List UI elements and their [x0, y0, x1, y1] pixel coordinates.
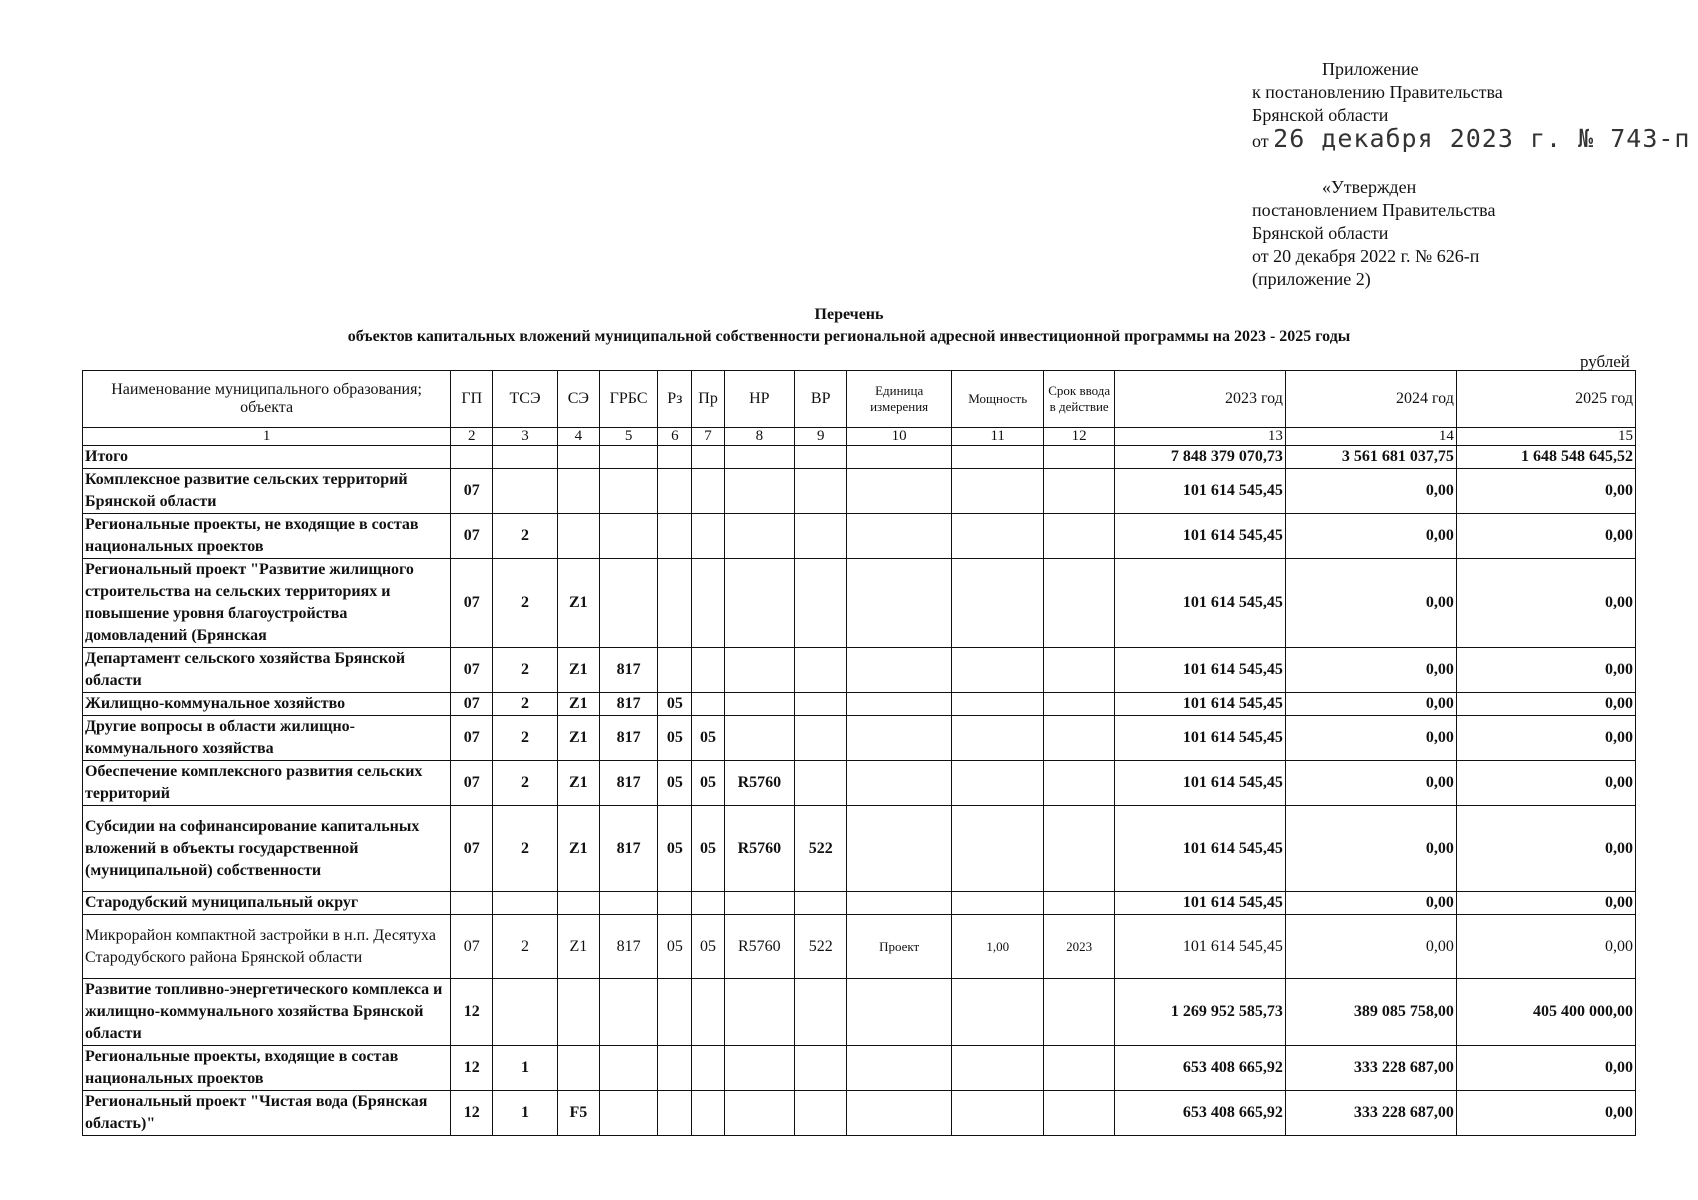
cell-y2024: 0,00	[1285, 716, 1456, 761]
cell-grbs	[599, 979, 657, 1046]
cell-pr: 05	[692, 761, 724, 806]
cell-y2024: 0,00	[1285, 693, 1456, 716]
cell-gp: 12	[451, 1046, 493, 1091]
column-number: 4	[557, 428, 599, 446]
header-gp: ГП	[451, 371, 493, 428]
cell-vr	[795, 1091, 847, 1136]
column-number: 8	[724, 428, 794, 446]
table-row	[83, 1091, 1636, 1136]
column-number: 13	[1114, 428, 1285, 446]
cell-y2024: 0,00	[1285, 469, 1456, 514]
header-tse: ТСЭ	[493, 371, 557, 428]
cell-se: Z1	[557, 806, 599, 892]
cell-unit	[847, 559, 952, 648]
document-title: Перечень	[814, 306, 884, 323]
table-row	[83, 915, 1636, 979]
cell-term	[1044, 514, 1114, 559]
cell-nr: R5760	[724, 761, 794, 806]
cell-y2023: 101 614 545,45	[1114, 892, 1285, 915]
cell-tse	[493, 446, 557, 469]
cell-pr: 05	[692, 806, 724, 892]
cell-power	[951, 559, 1044, 648]
cell-pr: 05	[692, 915, 724, 979]
cell-nr	[724, 1046, 794, 1091]
cell-gp: 07	[451, 469, 493, 514]
cell-power	[951, 514, 1044, 559]
header-nr: НР	[724, 371, 794, 428]
cell-nr	[724, 693, 794, 716]
cell-pr	[692, 693, 724, 716]
header-2023: 2023 год	[1114, 371, 1285, 428]
cell-unit	[847, 761, 952, 806]
cell-grbs	[599, 1046, 657, 1091]
cell-y2025: 0,00	[1456, 761, 1635, 806]
cell-gp: 07	[451, 514, 493, 559]
cell-name: Развитие топливно-энергетического комплекса и жилищно-коммунального хозяйства Брянской области	[83, 979, 451, 1046]
cell-tse	[493, 979, 557, 1046]
cell-term	[1044, 446, 1114, 469]
cell-y2024: 0,00	[1285, 514, 1456, 559]
cell-term	[1044, 979, 1114, 1046]
cell-term	[1044, 761, 1114, 806]
cell-gp: 07	[451, 716, 493, 761]
cell-y2025: 0,00	[1456, 716, 1635, 761]
cell-gp: 07	[451, 761, 493, 806]
cell-pr	[692, 469, 724, 514]
cell-grbs: 817	[599, 915, 657, 979]
column-number: 3	[493, 428, 557, 446]
cell-y2024: 0,00	[1285, 915, 1456, 979]
cell-gp	[451, 446, 493, 469]
cell-term	[1044, 648, 1114, 693]
approved-line: постановлением Правительства	[1252, 200, 1496, 220]
table-row	[83, 559, 1636, 648]
column-number: 1	[83, 428, 451, 446]
header-name: Наименование муниципального образования; объекта	[83, 371, 451, 428]
header-vr: ВР	[795, 371, 847, 428]
cell-pr: 05	[692, 716, 724, 761]
cell-y2023: 101 614 545,45	[1114, 806, 1285, 892]
cell-tse: 2	[493, 761, 557, 806]
cell-gp: 12	[451, 1091, 493, 1136]
header-term: Срок ввода в действие	[1044, 371, 1114, 428]
cell-y2024: 333 228 687,00	[1285, 1046, 1456, 1091]
cell-y2025: 0,00	[1456, 514, 1635, 559]
cell-unit	[847, 469, 952, 514]
header-rz: Рз	[658, 371, 692, 428]
cell-vr	[795, 892, 847, 915]
cell-se: Z1	[557, 915, 599, 979]
cell-tse	[493, 469, 557, 514]
cell-gp: 07	[451, 915, 493, 979]
cell-tse: 2	[493, 806, 557, 892]
cell-gp: 07	[451, 559, 493, 648]
cell-vr	[795, 648, 847, 693]
cell-power	[951, 892, 1044, 915]
header-unit: Единица измерения	[847, 371, 952, 428]
cell-power	[951, 648, 1044, 693]
column-number: 6	[658, 428, 692, 446]
cell-name: Субсидии на софинансирование капитальных вложений в объекты государственной (муниципальной) собственности	[83, 806, 451, 892]
cell-rz	[658, 648, 692, 693]
cell-unit	[847, 892, 952, 915]
cell-power	[951, 469, 1044, 514]
cell-pr	[692, 1046, 724, 1091]
approved-line: Брянской области	[1252, 223, 1389, 243]
header-2024: 2024 год	[1285, 371, 1456, 428]
cell-y2023: 101 614 545,45	[1114, 559, 1285, 648]
cell-grbs: 817	[599, 716, 657, 761]
cell-term	[1044, 559, 1114, 648]
cell-gp: 07	[451, 693, 493, 716]
cell-y2024: 0,00	[1285, 761, 1456, 806]
cell-power	[951, 806, 1044, 892]
column-number: 10	[847, 428, 952, 446]
column-number: 11	[951, 428, 1044, 446]
cell-y2025: 405 400 000,00	[1456, 979, 1635, 1046]
table-row	[83, 1046, 1636, 1091]
cell-y2025: 0,00	[1456, 892, 1635, 915]
cell-unit	[847, 1046, 952, 1091]
cell-name: Жилищно-коммунальное хозяйство	[83, 693, 451, 716]
cell-term	[1044, 693, 1114, 716]
cell-y2025: 0,00	[1456, 1091, 1635, 1136]
cell-term	[1044, 469, 1114, 514]
cell-y2023: 101 614 545,45	[1114, 469, 1285, 514]
cell-unit	[847, 446, 952, 469]
cell-rz: 05	[658, 761, 692, 806]
appendix-date-prefix: от	[1252, 131, 1269, 151]
cell-nr	[724, 979, 794, 1046]
cell-se: Z1	[557, 648, 599, 693]
cell-se	[557, 514, 599, 559]
cell-y2025: 0,00	[1456, 469, 1635, 514]
cell-term	[1044, 892, 1114, 915]
cell-nr	[724, 559, 794, 648]
appendix-date-stamp: 26 декабря 2023 г. № 743-п	[1273, 124, 1691, 153]
column-number: 12	[1044, 428, 1114, 446]
cell-y2023: 7 848 379 070,73	[1114, 446, 1285, 469]
column-number: 14	[1285, 428, 1456, 446]
cell-gp: 07	[451, 648, 493, 693]
cell-y2025: 1 648 548 645,52	[1456, 446, 1635, 469]
approved-line: от 20 декабря 2022 г. № 626-п	[1252, 246, 1480, 266]
cell-vr	[795, 693, 847, 716]
cell-term	[1044, 716, 1114, 761]
cell-pr	[692, 1091, 724, 1136]
cell-unit: Проект	[847, 915, 952, 979]
header-grbs: ГРБС	[599, 371, 657, 428]
cell-y2023: 101 614 545,45	[1114, 761, 1285, 806]
cell-se: F5	[557, 1091, 599, 1136]
cell-vr	[795, 716, 847, 761]
cell-tse: 2	[493, 716, 557, 761]
cell-grbs: 817	[599, 648, 657, 693]
cell-pr	[692, 648, 724, 693]
cell-y2023: 101 614 545,45	[1114, 514, 1285, 559]
cell-grbs: 817	[599, 761, 657, 806]
cell-y2025: 0,00	[1456, 559, 1635, 648]
cell-y2024: 389 085 758,00	[1285, 979, 1456, 1046]
cell-term: 2023	[1044, 915, 1114, 979]
cell-vr	[795, 559, 847, 648]
cell-y2023: 101 614 545,45	[1114, 648, 1285, 693]
column-number-row	[83, 428, 1636, 446]
table-row	[83, 716, 1636, 761]
cell-rz	[658, 1091, 692, 1136]
cell-y2025: 0,00	[1456, 915, 1635, 979]
approved-title: «Утвержден	[1322, 177, 1417, 197]
cell-nr	[724, 1091, 794, 1136]
cell-power	[951, 693, 1044, 716]
cell-grbs: 817	[599, 693, 657, 716]
cell-rz	[658, 1046, 692, 1091]
cell-unit	[847, 806, 952, 892]
cell-grbs	[599, 469, 657, 514]
cell-tse: 2	[493, 693, 557, 716]
cell-grbs	[599, 514, 657, 559]
table-row	[83, 693, 1636, 716]
cell-tse: 2	[493, 514, 557, 559]
cell-term	[1044, 806, 1114, 892]
cell-nr	[724, 648, 794, 693]
cell-se	[557, 1046, 599, 1091]
cell-nr: R5760	[724, 915, 794, 979]
cell-vr	[795, 469, 847, 514]
cell-term	[1044, 1046, 1114, 1091]
cell-y2024: 333 228 687,00	[1285, 1091, 1456, 1136]
cell-pr	[692, 979, 724, 1046]
cell-y2024: 3 561 681 037,75	[1285, 446, 1456, 469]
cell-name: Стародубский муниципальный округ	[83, 892, 451, 915]
cell-name: Региональные проекты, входящие в состав национальных проектов	[83, 1046, 451, 1091]
cell-gp: 12	[451, 979, 493, 1046]
cell-grbs	[599, 1091, 657, 1136]
column-number: 7	[692, 428, 724, 446]
cell-y2023: 101 614 545,45	[1114, 915, 1285, 979]
appendix-line: Брянской области	[1252, 105, 1389, 125]
table-row	[83, 469, 1636, 514]
header-2025: 2025 год	[1456, 371, 1635, 428]
appendix-title: Приложение	[1322, 59, 1419, 79]
cell-unit	[847, 716, 952, 761]
cell-grbs	[599, 446, 657, 469]
cell-y2024: 0,00	[1285, 892, 1456, 915]
cell-vr	[795, 514, 847, 559]
cell-rz: 05	[658, 915, 692, 979]
appendix-block	[1252, 58, 1690, 153]
cell-name: Микрорайон компактной застройки в н.п. Десятуха Стародубского района Брянской области	[83, 915, 451, 979]
cell-rz	[658, 469, 692, 514]
table-row	[83, 806, 1636, 892]
cell-y2025: 0,00	[1456, 648, 1635, 693]
cell-rz	[658, 446, 692, 469]
cell-power	[951, 979, 1044, 1046]
approved-line: (приложение 2)	[1252, 269, 1371, 289]
header-se: СЭ	[557, 371, 599, 428]
cell-y2023: 653 408 665,92	[1114, 1046, 1285, 1091]
appendix-line: к постановлению Правительства	[1252, 82, 1503, 102]
document-subtitle: объектов капитальных вложений муниципальной собственности региональной адресной инвестиционной программы на 2023 - 2025 годы	[347, 328, 1351, 345]
cell-vr: 522	[795, 915, 847, 979]
table-body	[83, 446, 1636, 1136]
cell-rz: 05	[658, 693, 692, 716]
cell-se: Z1	[557, 693, 599, 716]
cell-nr	[724, 469, 794, 514]
cell-nr	[724, 446, 794, 469]
cell-se	[557, 469, 599, 514]
approved-block	[1252, 176, 1495, 291]
cell-nr	[724, 892, 794, 915]
cell-se	[557, 892, 599, 915]
column-number: 2	[451, 428, 493, 446]
table-row	[83, 892, 1636, 915]
column-number: 9	[795, 428, 847, 446]
cell-pr	[692, 559, 724, 648]
cell-power	[951, 716, 1044, 761]
cell-se: Z1	[557, 716, 599, 761]
cell-tse: 2	[493, 648, 557, 693]
cell-tse: 1	[493, 1091, 557, 1136]
cell-vr	[795, 761, 847, 806]
cell-nr	[724, 716, 794, 761]
cell-grbs: 817	[599, 806, 657, 892]
cell-y2025: 0,00	[1456, 806, 1635, 892]
cell-grbs	[599, 559, 657, 648]
cell-unit	[847, 979, 952, 1046]
cell-pr	[692, 514, 724, 559]
table-row	[83, 514, 1636, 559]
cell-y2024: 0,00	[1285, 648, 1456, 693]
cell-name: Региональный проект "Чистая вода (Брянская область)"	[83, 1091, 451, 1136]
cell-rz	[658, 514, 692, 559]
cell-se	[557, 979, 599, 1046]
cell-nr	[724, 514, 794, 559]
cell-unit	[847, 693, 952, 716]
cell-vr	[795, 446, 847, 469]
column-number: 5	[599, 428, 657, 446]
cell-rz: 05	[658, 716, 692, 761]
header-pr: Пр	[692, 371, 724, 428]
cell-vr	[795, 1046, 847, 1091]
header-power: Мощность	[951, 371, 1044, 428]
cell-se	[557, 446, 599, 469]
cell-unit	[847, 648, 952, 693]
cell-y2025: 0,00	[1456, 693, 1635, 716]
table-row	[83, 979, 1636, 1046]
cell-y2023: 1 269 952 585,73	[1114, 979, 1285, 1046]
cell-se: Z1	[557, 559, 599, 648]
cell-vr: 522	[795, 806, 847, 892]
cell-unit	[847, 514, 952, 559]
cell-grbs	[599, 892, 657, 915]
cell-unit	[847, 1091, 952, 1136]
cell-name: Департамент сельского хозяйства Брянской области	[83, 648, 451, 693]
investment-table	[82, 370, 1636, 1136]
cell-power: 1,00	[951, 915, 1044, 979]
cell-y2024: 0,00	[1285, 806, 1456, 892]
column-number: 15	[1456, 428, 1635, 446]
cell-name: Региональные проекты, не входящие в состав национальных проектов	[83, 514, 451, 559]
cell-y2023: 653 408 665,92	[1114, 1091, 1285, 1136]
cell-vr	[795, 979, 847, 1046]
cell-pr	[692, 892, 724, 915]
cell-name: Итого	[83, 446, 451, 469]
cell-power	[951, 1046, 1044, 1091]
cell-gp	[451, 892, 493, 915]
cell-se: Z1	[557, 761, 599, 806]
table-row	[83, 446, 1636, 469]
cell-tse	[493, 892, 557, 915]
cell-name: Обеспечение комплексного развития сельских территорий	[83, 761, 451, 806]
cell-tse: 2	[493, 915, 557, 979]
cell-tse: 2	[493, 559, 557, 648]
cell-rz: 05	[658, 806, 692, 892]
cell-y2023: 101 614 545,45	[1114, 716, 1285, 761]
cell-rz	[658, 559, 692, 648]
cell-y2024: 0,00	[1285, 559, 1456, 648]
cell-term	[1044, 1091, 1114, 1136]
header-row	[83, 371, 1636, 428]
cell-rz	[658, 979, 692, 1046]
cell-pr	[692, 446, 724, 469]
cell-power	[951, 446, 1044, 469]
cell-gp: 07	[451, 806, 493, 892]
cell-power	[951, 761, 1044, 806]
cell-name: Региональный проект "Развитие жилищного строительства на сельских территориях и повышение уровня благоустройства домовладений (Брянская	[83, 559, 451, 648]
currency-unit: рублей	[1580, 352, 1630, 371]
cell-y2025: 0,00	[1456, 1046, 1635, 1091]
cell-tse: 1	[493, 1046, 557, 1091]
table-row	[83, 761, 1636, 806]
cell-power	[951, 1091, 1044, 1136]
cell-rz	[658, 892, 692, 915]
cell-name: Другие вопросы в области жилищно-коммунального хозяйства	[83, 716, 451, 761]
table-row	[83, 648, 1636, 693]
cell-name: Комплексное развитие сельских территорий Брянской области	[83, 469, 451, 514]
cell-y2023: 101 614 545,45	[1114, 693, 1285, 716]
cell-nr: R5760	[724, 806, 794, 892]
